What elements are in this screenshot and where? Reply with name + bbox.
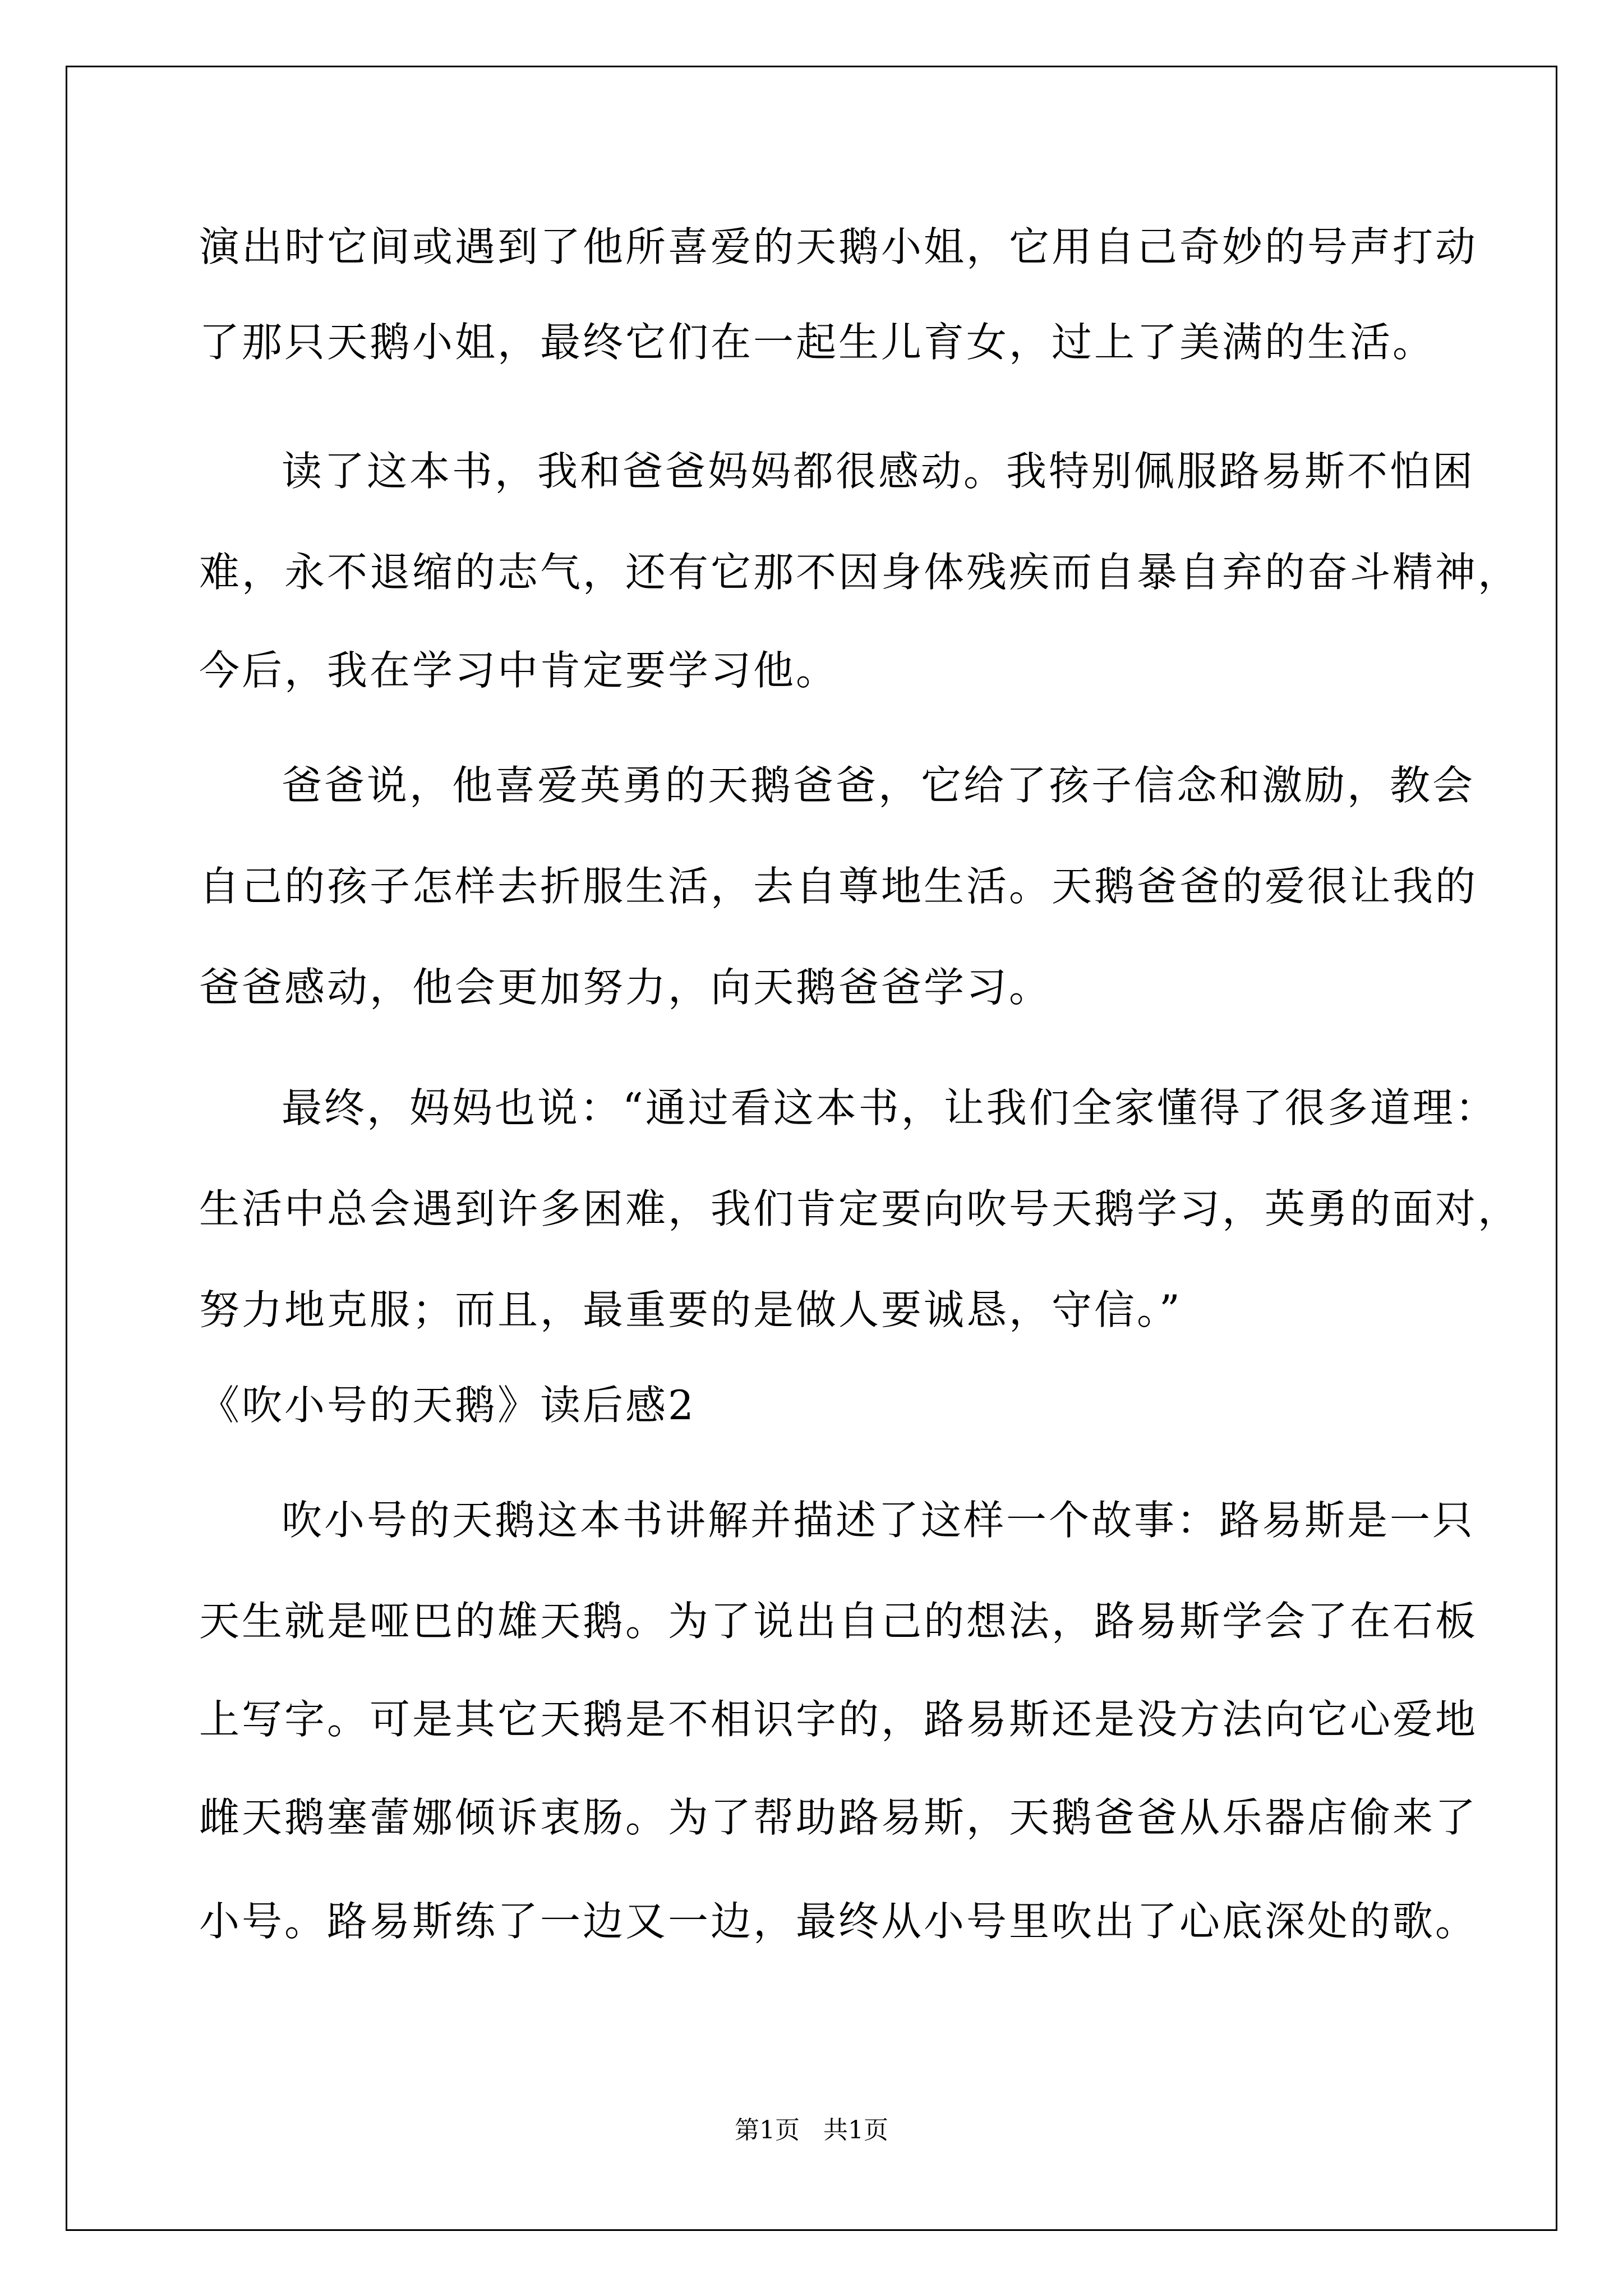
text-line: 了那只天鹅小姐，最终它们在一起生儿育女，过上了美满的生活。 xyxy=(199,319,1436,366)
text-line: 小号。路易斯练了一边又一边，最终从小号里吹出了心底深处的歌。 xyxy=(199,1898,1478,1945)
paragraph-start-line: 爸爸说，他喜爱英勇的天鹅爸爸，它给了孩子信念和激励，教会 xyxy=(282,762,1476,809)
paragraph-start-line: 读了这本书，我和爸爸妈妈都很感动。我特别佩服路易斯不怕困 xyxy=(282,448,1476,495)
text-line: 雌天鹅塞蕾娜倾诉衷肠。为了帮助路易斯，天鹅爸爸从乐器店偷来了 xyxy=(199,1794,1478,1841)
text-line: 演出时它间或遇到了他所喜爱的天鹅小姐，它用自己奇妙的号声打动 xyxy=(199,223,1478,270)
text-line: 自己的孩子怎样去折服生活，去自尊地生活。天鹅爸爸的爱很让我的 xyxy=(199,863,1478,910)
text-line: 爸爸感动，他会更加努力，向天鹅爸爸学习。 xyxy=(199,964,1052,1011)
section-heading: 《吹小号的天鹅》读后感2 xyxy=(199,1382,696,1429)
text-line: 今后，我在学习中肯定要学习他。 xyxy=(199,647,839,694)
text-line: 生活中总会遇到许多困难，我们肯定要向吹号天鹅学习，英勇的面对， xyxy=(199,1185,1521,1232)
paragraph-start-line: 吹小号的天鹅这本书讲解并描述了这样一个故事：路易斯是一只 xyxy=(282,1497,1476,1544)
page-footer: 第1页 共1页 xyxy=(735,2116,888,2145)
paragraph-start-line: 最终，妈妈也说：“通过看这本书，让我们全家懂得了很多道理： xyxy=(282,1084,1498,1131)
text-line: 难，永不退缩的志气，还有它那不因身体残疾而自暴自弃的奋斗精神， xyxy=(199,549,1521,596)
text-line: 努力地克服；而且，最重要的是做人要诚恳，守信。” xyxy=(199,1286,1182,1333)
text-line: 天生就是哑巴的雄天鹅。为了说出自己的想法，路易斯学会了在石板 xyxy=(199,1598,1478,1645)
text-line: 上写字。可是其它天鹅是不相识字的，路易斯还是没方法向它心爱地 xyxy=(199,1696,1478,1743)
